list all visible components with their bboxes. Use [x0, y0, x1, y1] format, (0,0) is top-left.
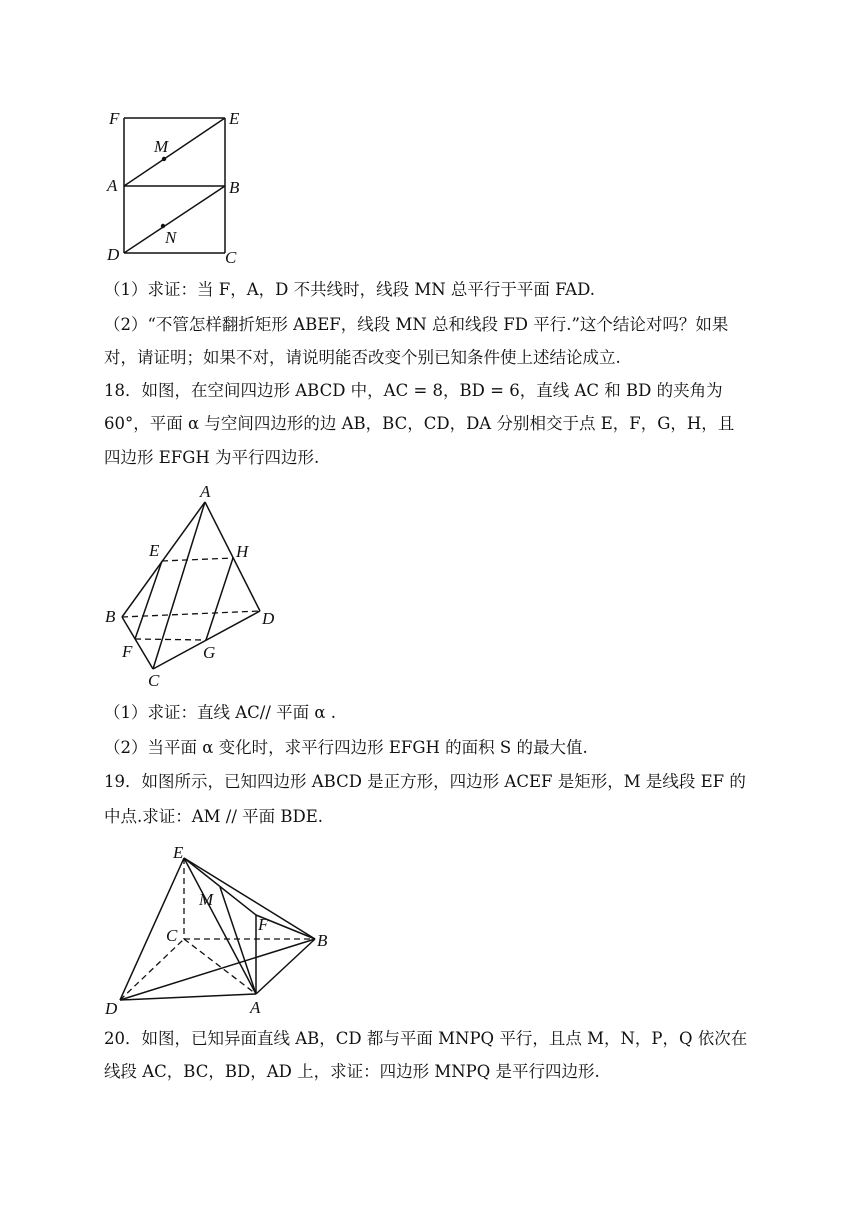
label-f: F: [258, 915, 269, 934]
label-d: D: [105, 999, 118, 1018]
label-e: E: [173, 843, 184, 862]
label-m: M: [154, 137, 169, 156]
edge-ac: [153, 502, 205, 669]
label-e: E: [149, 541, 160, 560]
edge-eh-hidden: [162, 558, 233, 561]
edge-ea: [184, 858, 256, 994]
label-a: A: [250, 998, 261, 1017]
label-a: A: [107, 176, 118, 195]
label-a: A: [200, 482, 211, 501]
q17-part2-line1: （2）“不管怎样翻折矩形 ABEF，线段 MN 总和线段 FD 平行.”这个结论对吗？如果: [104, 315, 729, 334]
q18-line1: 18．如图，在空间四边形 ABCD 中，AC = 8，BD = 6，直线 AC 和 BD 的夹角为: [104, 381, 723, 400]
q20-line2: 线段 AC，BC，BD，AD 上，求证：四边形 MNPQ 是平行四边形.: [104, 1062, 600, 1081]
label-b: B: [317, 931, 328, 950]
label-f: F: [122, 642, 133, 661]
q18-part2: （2）当平面 α 变化时，求平行四边形 EFGH 的面积 S 的最大值.: [104, 738, 588, 757]
edge-da: [120, 994, 256, 1000]
q18-line2: 60°，平面 α 与空间四边形的边 AB，BC，CD，DA 分别相交于点 E，F，G，H，且: [104, 414, 735, 433]
edge-fg-hidden: [135, 639, 206, 640]
q18-line3: 四边形 EFGH 为平行四边形.: [104, 448, 320, 467]
label-n: N: [165, 228, 177, 247]
edge-ef: [135, 561, 162, 639]
edge-ma: [220, 887, 256, 994]
q19-line2: 中点.求证：AM // 平面 BDE.: [104, 807, 324, 826]
q17-part1: （1）求证：当 F，A，D 不共线时，线段 MN 总平行于平面 FAD.: [104, 280, 595, 299]
figure-folded-rectangle: [100, 105, 260, 270]
edge-ca-hidden: [184, 939, 256, 994]
edge-ef: [184, 858, 256, 915]
diagonal-ae: [124, 118, 225, 186]
label-b: B: [105, 607, 116, 626]
q20-line1: 20．如图，已知异面直线 AB，CD 都与平面 MNPQ 平行，且点 M，N，P，Q 依次在: [104, 1029, 748, 1048]
label-h: H: [236, 542, 249, 561]
label-c: C: [148, 671, 160, 690]
label-b: B: [229, 178, 240, 197]
label-d: D: [107, 245, 120, 264]
edge-db: [120, 939, 315, 1000]
label-f: F: [109, 109, 120, 128]
label-c: C: [166, 926, 178, 945]
figure-square-rectangle: [100, 838, 345, 1018]
q17-part2-line2: 对，请证明；如果不对，请说明能否改变个别已知条件使上述结论成立.: [104, 348, 621, 367]
label-e: E: [229, 109, 240, 128]
edge-ab: [256, 939, 315, 994]
point-m: [162, 157, 166, 161]
q18-part1: （1）求证：直线 AC// 平面 α .: [104, 703, 337, 722]
label-g: G: [203, 643, 216, 662]
figure-space-quadrilateral: [100, 480, 290, 690]
label-c: C: [225, 248, 237, 267]
label-m: M: [199, 890, 214, 909]
edge-ad: [205, 502, 260, 611]
edge-dc-hidden: [120, 939, 184, 1000]
label-d: D: [262, 609, 275, 628]
q19-line1: 19．如图所示，已知四边形 ABCD 是正方形，四边形 ACEF 是矩形，M 是线段 EF 的: [104, 772, 746, 791]
